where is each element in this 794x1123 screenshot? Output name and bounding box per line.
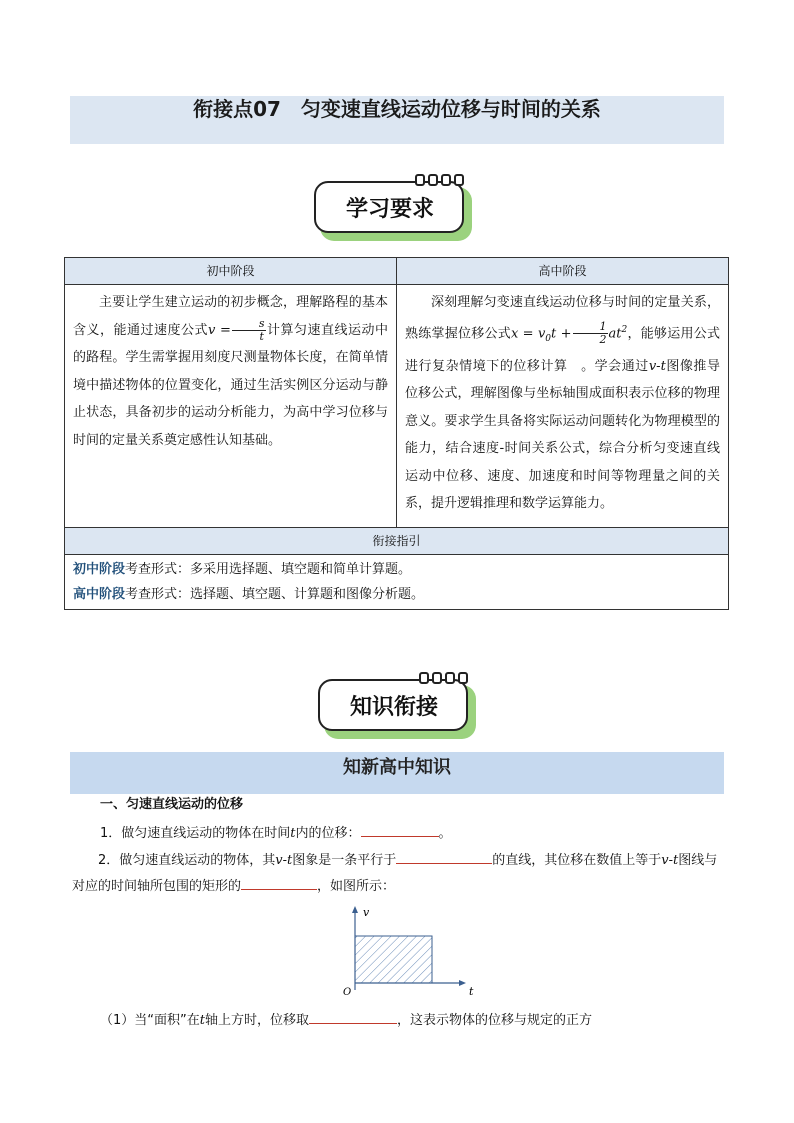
blank-2[interactable] bbox=[396, 849, 492, 864]
senior-paragraph bbox=[405, 289, 720, 518]
item2-text-c: 的直线，其位移在数值上等于 bbox=[492, 853, 662, 868]
junior-text-1: 主要让学生建立运动的初步概念，理解路程的基本含义，能通过速度公式 bbox=[73, 295, 388, 338]
senior-formula-sub: 0 bbox=[545, 333, 552, 344]
guide-senior-lead: 高中阶段 bbox=[73, 587, 126, 602]
senior-formula-sup: 2 bbox=[621, 324, 628, 335]
item3-text-c: ，这表示物体的位移与规定的正方 bbox=[397, 1013, 593, 1028]
junior-text-2: 计算匀速直线运动中的路程。学生需掌握用刻度尺测量物体长度，在简单情境中描述物体的位置变化，通过生活实例区分运动与静止状态，具备初步的运动分析能力，为高中学习位移与时间的定量关系奠定感性认知基础。 bbox=[73, 322, 388, 448]
section-band bbox=[70, 752, 724, 794]
item1-text-a: 1．做匀速直线运动的物体在时间 bbox=[100, 826, 291, 841]
section-heading: 一、匀速直线运动的位移 bbox=[100, 797, 244, 812]
guide-senior bbox=[73, 582, 720, 607]
guide-junior-lead: 初中阶段 bbox=[73, 562, 126, 577]
title-band bbox=[70, 96, 724, 144]
item1-t: t bbox=[290, 826, 296, 841]
guide-header: 衔接指引 bbox=[65, 528, 729, 555]
blank-3[interactable] bbox=[241, 875, 317, 890]
item1-text-b: 内的位移： bbox=[295, 826, 361, 841]
y-axis-arrow-icon bbox=[352, 906, 358, 913]
area-rectangle bbox=[355, 936, 432, 983]
senior-formula-c: at bbox=[608, 325, 622, 341]
item3-t: t bbox=[199, 1013, 205, 1028]
header-junior: 初中阶段 bbox=[65, 258, 397, 285]
requirements-table bbox=[64, 257, 729, 610]
y-axis-label: v bbox=[363, 906, 370, 919]
badge-label: 学习要求 bbox=[345, 197, 434, 222]
senior-text-2: ，能够运用公式进行复杂情境下的位移计算 。学会通过 bbox=[405, 325, 720, 374]
learning-badge bbox=[314, 181, 474, 241]
binder-rings-icon bbox=[414, 172, 468, 188]
knowledge-badge bbox=[318, 679, 478, 739]
blank-4[interactable] bbox=[309, 1009, 397, 1024]
item-1 bbox=[100, 822, 750, 844]
item2-vt: v-t bbox=[275, 853, 293, 868]
x-axis-arrow-icon bbox=[459, 980, 466, 986]
page-title: 衔接点07 匀变速直线运动位移与时间的关系 bbox=[193, 97, 601, 121]
senior-requirements bbox=[397, 285, 729, 528]
item2-v: v- bbox=[661, 853, 674, 868]
junior-formula-fraction bbox=[232, 318, 266, 343]
senior-formula-fraction bbox=[573, 321, 608, 346]
guide-junior-text: 考查形式：多采用选择题、填空题和简单计算题。 bbox=[125, 562, 412, 577]
item-3 bbox=[100, 1009, 750, 1031]
binder-rings-icon bbox=[418, 670, 472, 686]
section-band-title: 知新高中知识 bbox=[343, 757, 451, 778]
fraction-denominator: 2 bbox=[599, 332, 607, 346]
item3-text-a: （1）当“面积”在 bbox=[100, 1013, 200, 1028]
guide-junior bbox=[73, 557, 720, 582]
senior-formula-a: x = v bbox=[510, 325, 546, 341]
vt-graph bbox=[340, 902, 480, 998]
item3-text-b: 轴上方时，位移取 bbox=[204, 1013, 309, 1028]
fraction-numerator: 1 bbox=[573, 321, 608, 334]
x-axis-label: t bbox=[469, 985, 474, 998]
senior-text-1: 深刻理解匀变速直线运动位移与时间的定量关系，熟练掌握位移公式 bbox=[405, 295, 720, 341]
guide-senior-text: 考查形式：选择题、填空题、计算题和图像分析题。 bbox=[125, 587, 425, 602]
guide-content bbox=[65, 555, 729, 610]
item2-text-a: 2．做匀速直线运动的物体，其 bbox=[98, 853, 276, 868]
vt-symbol: v-t bbox=[648, 358, 666, 374]
junior-requirements bbox=[65, 285, 397, 528]
item2-t: t bbox=[673, 853, 679, 868]
senior-formula-b: t + bbox=[551, 325, 572, 341]
item2-text-d: 图线与对应的时间轴所包围的矩形的 bbox=[72, 853, 718, 894]
fraction-numerator: s bbox=[232, 318, 266, 331]
item1-end: 。 bbox=[438, 826, 452, 841]
junior-formula-lhs: v = bbox=[207, 322, 231, 338]
badge-label: 知识衔接 bbox=[349, 695, 438, 720]
item2-text-e: ，如图所示： bbox=[317, 879, 396, 894]
junior-paragraph bbox=[73, 289, 388, 454]
item2-text-b: 图象是一条平行于 bbox=[292, 853, 397, 868]
origin-label: O bbox=[343, 987, 352, 998]
blank-1[interactable] bbox=[361, 822, 439, 837]
senior-text-3: 图像推导位移公式，理解图像与坐标轴围成面积表示位移的物理意义。要求学生具备将实际运动问题转化为物理模型的能力，结合速度-时间关系公式，综合分析匀变速直线运动中位移、速度、加速度和时间等物理量之间的关系，提升逻辑推理和数学运算能力。 bbox=[405, 358, 720, 512]
item-2 bbox=[72, 848, 722, 900]
fraction-denominator: t bbox=[259, 329, 264, 343]
header-senior: 高中阶段 bbox=[397, 258, 729, 285]
